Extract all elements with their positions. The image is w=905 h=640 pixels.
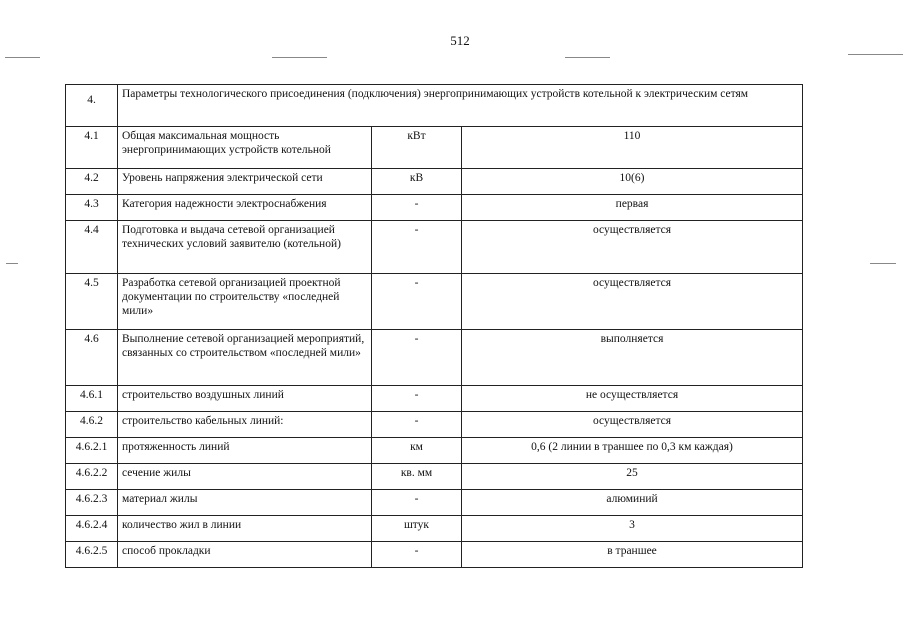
scan-line (272, 57, 327, 58)
row-name: количество жил в линии (118, 516, 372, 542)
row-number: 4.6.2 (66, 412, 118, 438)
parameters-table (65, 84, 803, 568)
row-number: 4.6.1 (66, 386, 118, 412)
row-number: 4.6 (66, 330, 118, 386)
row-name: Разработка сетевой организацией проектной документации по строительству «последней мили» (118, 274, 372, 330)
row-unit: - (372, 330, 462, 386)
row-unit: - (372, 542, 462, 568)
row-name: Подготовка и выдача сетевой организацией технических условий заявителю (котельной) (118, 221, 372, 274)
row-value: осуществляется (462, 221, 803, 274)
table-row (66, 195, 803, 221)
row-name: строительство воздушных линий (118, 386, 372, 412)
section-row (66, 85, 803, 127)
row-unit: - (372, 386, 462, 412)
scan-line (565, 57, 610, 58)
row-name: Общая максимальная мощность энергопринимающих устройств котельной (118, 127, 372, 169)
row-name: сечение жилы (118, 464, 372, 490)
section-title: Параметры технологического присоединения (подключения) энергопринимающих устройств котельной к электрическим сетям (118, 85, 803, 127)
row-value: в траншее (462, 542, 803, 568)
row-value: первая (462, 195, 803, 221)
row-unit: кВт (372, 127, 462, 169)
table-row (66, 464, 803, 490)
row-value: 110 (462, 127, 803, 169)
row-unit: - (372, 195, 462, 221)
scan-line (848, 54, 903, 55)
row-number: 4.2 (66, 169, 118, 195)
table-row (66, 438, 803, 464)
table-row (66, 516, 803, 542)
row-unit: штук (372, 516, 462, 542)
row-name: материал жилы (118, 490, 372, 516)
scan-line (5, 57, 40, 58)
row-value: осуществляется (462, 412, 803, 438)
table-row (66, 542, 803, 568)
row-number: 4.6.2.2 (66, 464, 118, 490)
row-value: 25 (462, 464, 803, 490)
scan-line (870, 263, 896, 264)
table-row (66, 274, 803, 330)
row-name: Выполнение сетевой организацией мероприятий, связанных со строительством «последней мили» (118, 330, 372, 386)
row-number: 4.6.2.5 (66, 542, 118, 568)
section-number: 4. (66, 85, 118, 127)
scan-line (6, 263, 18, 264)
row-unit: кв. мм (372, 464, 462, 490)
table-row (66, 221, 803, 274)
row-value: выполняется (462, 330, 803, 386)
row-name: строительство кабельных линий: (118, 412, 372, 438)
row-number: 4.6.2.3 (66, 490, 118, 516)
row-number: 4.6.2.4 (66, 516, 118, 542)
table-row (66, 169, 803, 195)
row-name: способ прокладки (118, 542, 372, 568)
row-number: 4.1 (66, 127, 118, 169)
page-number: 512 (450, 33, 470, 48)
row-unit: кВ (372, 169, 462, 195)
table-row (66, 330, 803, 386)
row-value: 3 (462, 516, 803, 542)
row-unit: - (372, 490, 462, 516)
table-row (66, 127, 803, 169)
row-value: 10(6) (462, 169, 803, 195)
row-number: 4.5 (66, 274, 118, 330)
row-unit: - (372, 412, 462, 438)
table-row (66, 490, 803, 516)
row-unit: - (372, 221, 462, 274)
row-unit: - (372, 274, 462, 330)
table-row (66, 412, 803, 438)
row-name: Категория надежности электроснабжения (118, 195, 372, 221)
row-number: 4.4 (66, 221, 118, 274)
row-value: осуществляется (462, 274, 803, 330)
row-unit: км (372, 438, 462, 464)
row-value: не осуществляется (462, 386, 803, 412)
row-number: 4.3 (66, 195, 118, 221)
row-value: 0,6 (2 линии в траншее по 0,3 км каждая) (462, 438, 803, 464)
row-number: 4.6.2.1 (66, 438, 118, 464)
row-name: Уровень напряжения электрической сети (118, 169, 372, 195)
row-value: алюминий (462, 490, 803, 516)
table-row (66, 386, 803, 412)
row-name: протяженность линий (118, 438, 372, 464)
